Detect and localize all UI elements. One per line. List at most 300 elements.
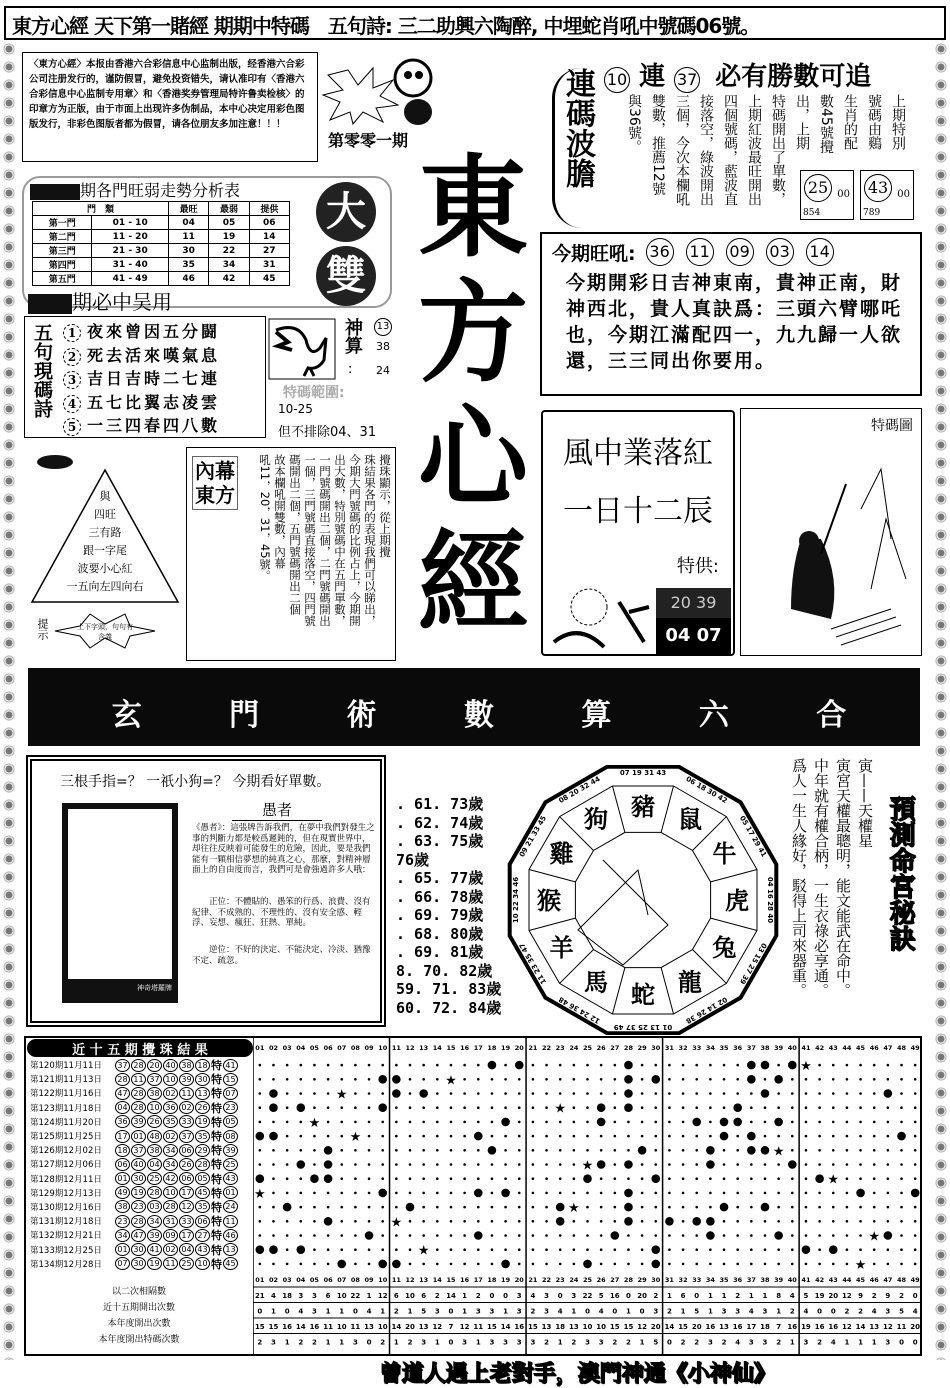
grid-special-star: ★ [827, 1172, 840, 1188]
stat-value: 22 [350, 1292, 361, 1300]
result-special-ball: 01 [223, 1186, 238, 1199]
stat-value: 4 [298, 1307, 304, 1316]
poem-line-number: 1 [63, 324, 81, 342]
grid-dot [450, 1248, 453, 1251]
analysis-cell: 35 [168, 258, 208, 272]
poem-line-text: 吉日吉時二七連 [87, 369, 221, 388]
grid-dot [395, 1135, 398, 1138]
poem-line-text: 一三四春四八數 [87, 416, 221, 435]
grid-dot [614, 1078, 617, 1081]
result-row [30, 1186, 238, 1200]
grid-dot [695, 1064, 698, 1067]
stat-value: 3 [721, 1307, 727, 1316]
grid-number-header: 48 [896, 1044, 907, 1052]
age-line: . 69. 81歲 [396, 943, 484, 961]
grid-dot [887, 1248, 890, 1251]
grid-dot [668, 1234, 671, 1237]
grid-dot [709, 1064, 712, 1067]
grid-dot [532, 1192, 535, 1195]
special-marker: 特 [211, 1144, 222, 1158]
grid-dot [299, 1078, 302, 1081]
grid-dot [463, 1263, 466, 1266]
grid-number-header: 32 [678, 1044, 688, 1052]
stat-value: 14 [391, 1323, 402, 1331]
grid-dot [846, 1092, 849, 1095]
stat-value: 2 [653, 1292, 659, 1300]
stat-value: 13 [541, 1323, 552, 1331]
grid-number-footer: 34 [705, 1276, 715, 1284]
result-special-ball: 41 [223, 1059, 238, 1072]
grid-dot [764, 1192, 767, 1195]
streak-headline [604, 56, 871, 93]
grid-hit-dot [815, 1174, 824, 1183]
grid-number-header: 38 [760, 1044, 770, 1052]
stat-value: 1 [639, 1338, 645, 1347]
grid-dot [491, 1121, 494, 1124]
poem-line [63, 413, 220, 437]
result-ball: 38 [147, 1087, 162, 1100]
grid-dot [368, 1092, 371, 1095]
stat-value: 0 [912, 1338, 918, 1347]
destiny-text [786, 758, 876, 1030]
grid-dot [450, 1177, 453, 1180]
result-ball: 39 [179, 1073, 194, 1086]
stat-value: 9 [858, 1292, 863, 1300]
grid-dot [764, 1135, 767, 1138]
age-line: . 65. 77歲 [396, 869, 484, 887]
grid-hit-dot [310, 1174, 319, 1183]
stat-value: 3 [271, 1338, 276, 1347]
grid-dot [914, 1220, 917, 1223]
grid-number-footer: 35 [719, 1276, 729, 1284]
grid-dot [654, 1135, 657, 1138]
grid-dot [914, 1064, 917, 1067]
grid-dot [450, 1206, 453, 1209]
poem-line [63, 390, 220, 414]
grid-number-footer: 22 [542, 1276, 552, 1284]
streak-slogan: 必有勝數可追 [715, 62, 872, 92]
result-ball: 37 [115, 1059, 130, 1072]
grid-dot [846, 1106, 849, 1109]
poem-line [63, 343, 220, 367]
grid-hit-dot [256, 1245, 265, 1254]
stat-value: 11 [473, 1323, 484, 1331]
grid-dot [422, 1263, 425, 1266]
grid-dot [873, 1263, 876, 1266]
grid-dot [777, 1092, 780, 1095]
stat-value: 2 [571, 1338, 577, 1347]
stat-value: 3 [803, 1338, 809, 1347]
inside-text-column: 一門號碼開出二個，二門號碼開出 [318, 454, 332, 627]
result-row [30, 1257, 238, 1271]
grid-dot [641, 1163, 644, 1166]
grid-dot [873, 1206, 876, 1209]
stat-value: 0 [817, 1307, 823, 1316]
grid-dot [313, 1192, 316, 1195]
grid-hit-dot [392, 1089, 401, 1098]
grid-dot [654, 1192, 657, 1195]
grid-dot [750, 1092, 753, 1095]
grid-dot [614, 1121, 617, 1124]
grid-dot [668, 1149, 671, 1152]
grid-dot [668, 1163, 671, 1166]
stat-value: 7 [776, 1323, 782, 1331]
grid-dot [368, 1135, 371, 1138]
grid-dot [368, 1220, 371, 1223]
grid-dot [818, 1135, 821, 1138]
grid-dot [463, 1220, 466, 1223]
grid-dot [368, 1163, 371, 1166]
grid-dot [573, 1135, 576, 1138]
grid-dot [340, 1248, 343, 1251]
grid-dot [695, 1234, 698, 1237]
grid-dot [750, 1248, 753, 1251]
stat-value: 13 [364, 1323, 374, 1331]
grid-dot [436, 1177, 439, 1180]
result-special-ball: 05 [223, 1115, 238, 1128]
grid-dot [259, 1263, 262, 1266]
stat-value: 4 [830, 1338, 836, 1347]
analysis-footer: 期必中吴用 [72, 290, 172, 314]
grid-dot [299, 1121, 302, 1124]
grid-dot [832, 1206, 835, 1209]
grid-dot [573, 1106, 576, 1109]
grid-dot [272, 1149, 275, 1152]
result-ball: 03 [147, 1200, 162, 1213]
stat-value: 4 [748, 1307, 754, 1316]
triangle-line: 四旺 [94, 508, 116, 521]
result-ball: 34 [147, 1215, 162, 1228]
inside-text-column: 吼11，20，31，45號。 [258, 454, 272, 582]
inside-text-column: 今期大門號碼的比例占上，今期開 [348, 454, 362, 627]
grid-dot [627, 1248, 630, 1251]
grid-dot [682, 1121, 685, 1124]
result-ball: 18 [115, 1144, 130, 1157]
stat-value: 1 [339, 1338, 345, 1347]
result-ball: 05 [195, 1172, 210, 1185]
grid-dot [641, 1121, 644, 1124]
grid-hit-dot [624, 1103, 633, 1112]
grid-dot [805, 1078, 808, 1081]
grid-dot [586, 1064, 589, 1067]
grid-dot [559, 1234, 562, 1237]
stat-value: 13 [568, 1323, 579, 1331]
grid-number-footer: 37 [746, 1276, 756, 1284]
grid-dot [777, 1135, 780, 1138]
grid-dot [750, 1206, 753, 1209]
grid-dot [695, 1263, 698, 1266]
result-ball: 37 [179, 1130, 194, 1143]
grid-number-header: 16 [460, 1044, 470, 1052]
inside-title-line: 東方 [195, 483, 235, 507]
poem-line-number: 4 [63, 395, 81, 413]
grid-dot [422, 1163, 425, 1166]
result-ball: 28 [131, 1087, 146, 1100]
grid-dot [504, 1248, 507, 1251]
stat-value: 1 [707, 1292, 713, 1300]
tarot-desc: 《愚者》：這張牌告訴我們，在夢中我們對發生之事的判斷力都是較爲遲鈍的，但在現實世界中，却往往反映着可能發生的危險，因此，要是我們能有一顆相信夢想的純真之心，那麼，對精神層面上的自由度而言，我們可是會強過許多人哦： [192, 823, 375, 875]
grid-hit-dot [597, 1118, 606, 1127]
grid-dot [764, 1177, 767, 1180]
grid-dot [422, 1234, 425, 1237]
grid-dot [327, 1234, 330, 1237]
result-ball: 30 [195, 1073, 210, 1086]
special-label: 特供: [676, 556, 719, 577]
today-number: 11 [686, 238, 714, 266]
grid-hit-dot [706, 1231, 715, 1240]
grid-dot [887, 1177, 890, 1180]
grid-dot [532, 1163, 535, 1166]
stat-value: 1 [748, 1292, 754, 1300]
grid-dot [832, 1121, 835, 1124]
grid-dot [545, 1163, 548, 1166]
grid-hit-dot [283, 1203, 292, 1212]
grid-number-header: 10 [378, 1044, 388, 1052]
grid-number-footer: 25 [582, 1276, 593, 1284]
grid-dot [914, 1135, 917, 1138]
grid-hit-dot [774, 1075, 783, 1084]
grid-dot [463, 1177, 466, 1180]
grid-dot [818, 1206, 821, 1209]
banner-char: 門 [229, 698, 260, 733]
grid-hit-dot [488, 1061, 497, 1070]
grid-dot [518, 1121, 521, 1124]
grid-dot [627, 1177, 630, 1180]
result-row [30, 1129, 238, 1143]
grid-dot [695, 1135, 698, 1138]
grid-number-footer: 43 [828, 1276, 838, 1284]
grid-dot [573, 1149, 576, 1152]
today-number: 09 [726, 238, 754, 266]
grid-dot [559, 1149, 562, 1152]
stat-value: 2 [789, 1307, 795, 1316]
grid-dot [313, 1149, 316, 1152]
grid-dot [504, 1163, 507, 1166]
result-ball: 41 [147, 1243, 162, 1256]
grid-dot [272, 1234, 275, 1237]
grid-dot [723, 1163, 726, 1166]
grid-number-header: 07 [337, 1044, 347, 1052]
stat-value: 0 [448, 1338, 454, 1347]
grid-dot [354, 1234, 357, 1237]
stat-value: 5 [899, 1307, 904, 1316]
grid-dot [340, 1206, 343, 1209]
grid-dot [491, 1263, 494, 1266]
grid-dot [900, 1106, 903, 1109]
grid-hit-dot [378, 1103, 387, 1112]
stat-value: 9 [885, 1292, 891, 1300]
stat-value: 0 [557, 1292, 563, 1300]
zodiac-numbers: 05 17 29 41 [737, 814, 769, 859]
grid-dot [354, 1220, 357, 1223]
grid-dot [259, 1121, 262, 1124]
grid-number-header: 08 [350, 1044, 360, 1052]
stat-value: 16 [732, 1323, 743, 1331]
grid-dot [682, 1206, 685, 1209]
stat-value: 1 [707, 1307, 713, 1316]
grid-dot [777, 1163, 780, 1166]
grid-dot [381, 1149, 384, 1152]
stat-value: 20 [637, 1292, 647, 1300]
grid-dot [791, 1192, 794, 1195]
stat-value: 4 [598, 1307, 604, 1316]
grid-dot [313, 1248, 316, 1251]
grid-dot [559, 1092, 562, 1095]
grid-dot [286, 1149, 289, 1152]
grid-dot [463, 1248, 466, 1251]
grid-dot [395, 1234, 398, 1237]
grid-dot [614, 1192, 617, 1195]
grid-hit-dot [651, 1245, 660, 1254]
grid-hit-dot [802, 1245, 811, 1254]
grid-dot [395, 1192, 398, 1195]
grid-dot [286, 1078, 289, 1081]
result-ball: 28 [163, 1200, 178, 1213]
grid-dot [900, 1234, 903, 1237]
grid-dot [668, 1192, 671, 1195]
grid-dot [586, 1149, 589, 1152]
stat-value: 3 [421, 1338, 427, 1347]
grid-dot [887, 1206, 890, 1209]
grid-number-header: 31 [664, 1044, 674, 1052]
grid-number-footer: 49 [910, 1276, 920, 1284]
header-banner: 東方心經 天下第一賭經 期期中特碼 五句詩: 三二助興六陶醉, 中埋蛇肖吼中號碼06號。 [4, 6, 946, 40]
grid-dot [313, 1263, 316, 1266]
grid-dot [272, 1220, 275, 1223]
analysis-cell: 27 [249, 244, 289, 258]
grid-dot [832, 1092, 835, 1095]
grid-dot [900, 1192, 903, 1195]
grid-dot [818, 1234, 821, 1237]
grid-dot [504, 1177, 507, 1180]
grid-dot [504, 1220, 507, 1223]
result-ball: 34 [115, 1229, 130, 1242]
shensuan-b: 24 [376, 364, 390, 377]
grid-dot [750, 1220, 753, 1223]
result-ball: 47 [131, 1229, 146, 1242]
grid-dot [272, 1078, 275, 1081]
grid-number-header: 42 [815, 1044, 825, 1052]
stat-value: 1 [789, 1338, 795, 1347]
grid-dot [695, 1078, 698, 1081]
destiny-text-column: 寅宮天權最聰明，能文能武在命中。 [834, 758, 852, 998]
grid-dot [832, 1078, 835, 1081]
grid-dot [327, 1135, 330, 1138]
grid-dot [491, 1163, 494, 1166]
grid-number-footer: 21 [528, 1276, 538, 1284]
grid-dot [709, 1192, 712, 1195]
grid-number-header: 03 [282, 1044, 292, 1052]
analysis-header: 門 類 [33, 202, 169, 216]
stat-value: 12 [842, 1292, 852, 1300]
today-numbers [646, 238, 834, 266]
stat-value: 14 [500, 1323, 511, 1331]
grid-dot [491, 1192, 494, 1195]
grid-hit-dot [474, 1132, 483, 1141]
grid-number-footer: 36 [733, 1276, 743, 1284]
grid-dot [709, 1092, 712, 1095]
grid-dot [887, 1263, 890, 1266]
grid-number-header: 30 [651, 1044, 661, 1052]
grid-dot [409, 1177, 412, 1180]
ticket-number: 43 [864, 174, 892, 202]
grid-dot [832, 1135, 835, 1138]
grid-hit-dot [788, 1061, 797, 1070]
grid-hit-dot [583, 1260, 592, 1269]
grid-number-footer: 18 [487, 1276, 497, 1284]
grid-dot [654, 1121, 657, 1124]
grid-number-header: 09 [364, 1044, 374, 1052]
grid-dot [832, 1163, 835, 1166]
results-box [24, 1036, 922, 1356]
fisherman-illustration [741, 409, 921, 655]
result-ball: 39 [131, 1115, 146, 1128]
grid-hit-dot [747, 1132, 756, 1141]
grid-dot [409, 1092, 412, 1095]
grid-dot [327, 1121, 330, 1124]
grid-dot [641, 1064, 644, 1067]
grid-dot [491, 1078, 494, 1081]
grid-dot [422, 1149, 425, 1152]
grid-dot [436, 1078, 439, 1081]
destiny-text-column: 中年就有權合柄，一生衣祿必享通。 [812, 758, 830, 998]
result-ball: 28 [195, 1158, 210, 1171]
grid-number-header: 25 [582, 1044, 593, 1052]
ticket-serial: 789 [863, 208, 881, 218]
grid-dot [450, 1263, 453, 1266]
result-special-ball: 13 [223, 1243, 238, 1256]
grid-dot [900, 1092, 903, 1095]
grid-dot [368, 1177, 371, 1180]
stat-value: 1 [844, 1338, 850, 1347]
grid-hit-dot [296, 1245, 305, 1254]
grid-number-header: 36 [733, 1044, 743, 1052]
grid-hit-dot [624, 1089, 633, 1098]
grid-number-footer: 11 [391, 1276, 401, 1284]
grid-dot [818, 1192, 821, 1195]
stat-value: 10 [582, 1323, 593, 1331]
grid-dot [627, 1135, 630, 1138]
grid-dot [354, 1248, 357, 1251]
grid-dot [600, 1177, 603, 1180]
stat-value: 14 [664, 1323, 675, 1331]
result-ball: 48 [147, 1130, 162, 1143]
grid-dot [409, 1149, 412, 1152]
grid-dot [395, 1206, 398, 1209]
grid-number-header: 18 [487, 1044, 497, 1052]
grid-dot [259, 1220, 262, 1223]
triangle-line: 一五向左四向右 [66, 580, 144, 593]
grid-dot [723, 1092, 726, 1095]
grid-dot [736, 1220, 739, 1223]
grid-dot [846, 1248, 849, 1251]
stat-value: 2 [721, 1338, 727, 1347]
grid-dot [914, 1206, 917, 1209]
result-ball: 01 [115, 1243, 130, 1256]
grid-dot [463, 1206, 466, 1209]
grid-hit-dot [651, 1075, 660, 1084]
cartoon-burst-icon [318, 50, 438, 126]
grid-dot [368, 1121, 371, 1124]
stat-value: 2 [475, 1292, 481, 1300]
grid-dot [354, 1121, 357, 1124]
streak-text-column: 上期紅波最旺開出 [746, 94, 762, 206]
grid-dot [846, 1177, 849, 1180]
inside-box [186, 447, 396, 661]
grid-dot [313, 1106, 316, 1109]
grid-dot [709, 1177, 712, 1180]
analysis-cell: 05 [209, 216, 249, 230]
